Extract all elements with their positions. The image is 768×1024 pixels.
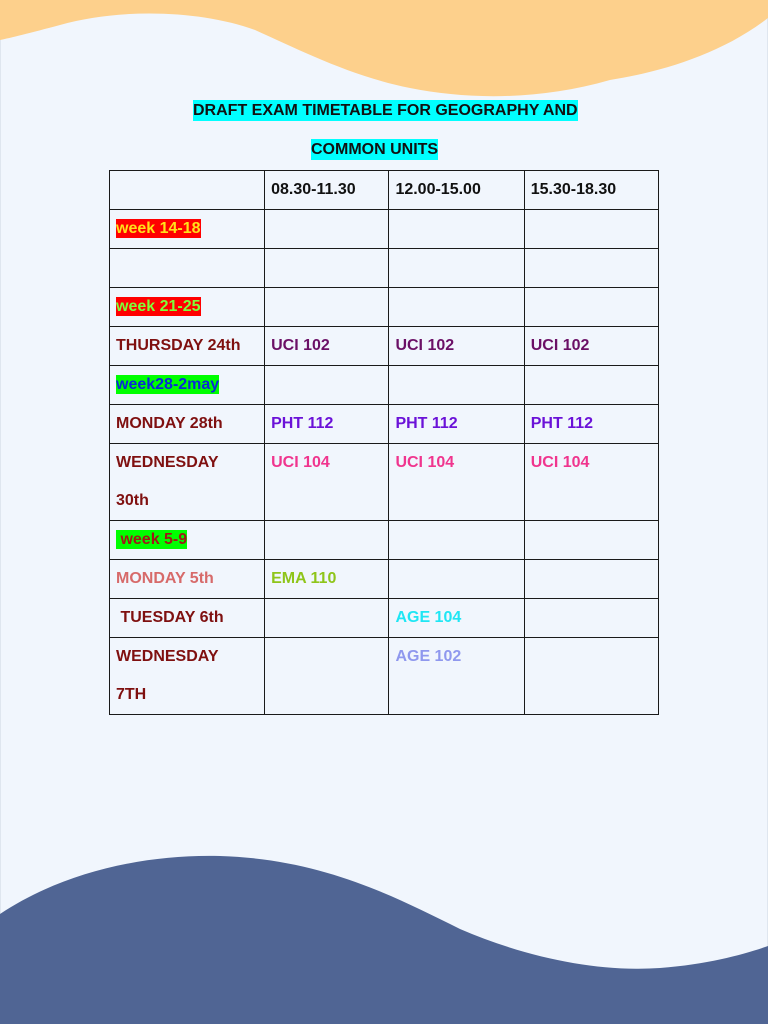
slot-cell (524, 288, 658, 327)
week-label: week28-2may (116, 376, 220, 393)
day-cell (110, 638, 265, 715)
header-cell-slot-3: 15.30-18.30 (524, 171, 658, 210)
day-cell (110, 521, 265, 560)
slot-cell (265, 638, 389, 715)
exam-cell: PHT 112 (389, 405, 524, 444)
slot-cell (265, 288, 389, 327)
top-wave-shape (0, 0, 768, 96)
slot-cell (389, 249, 524, 288)
bottom-wave-decoration (0, 854, 768, 1024)
day-cell (110, 249, 265, 288)
slot-cell (389, 560, 524, 599)
exam-cell: AGE 102 (389, 638, 524, 715)
day-cell (110, 366, 265, 405)
table-row (110, 210, 659, 249)
table-row (110, 405, 659, 444)
slot-cell (265, 521, 389, 560)
exam-cell: UCI 104 (389, 444, 524, 521)
slot-cell (265, 249, 389, 288)
slot-cell (524, 210, 658, 249)
title-line-1-text: DRAFT EXAM TIMETABLE FOR GEOGRAPHY AND (193, 102, 578, 119)
table-row (110, 521, 659, 560)
day-cell: TUESDAY 6th (110, 599, 265, 638)
day-label: WEDNESDAY 7TH (116, 648, 219, 703)
day-label: WEDNESDAY 30th (116, 454, 219, 509)
slot-cell (389, 521, 524, 560)
title-line-2 (311, 141, 438, 159)
table-row (110, 444, 659, 521)
exam-cell: AGE 104 (389, 599, 524, 638)
slot-cell (524, 638, 658, 715)
table-header-row (110, 171, 659, 210)
slot-cell (265, 210, 389, 249)
exam-cell: PHT 112 (265, 405, 389, 444)
bottom-wave-shape (0, 856, 768, 1024)
table-row (110, 327, 659, 366)
header-cell-day (110, 171, 265, 210)
day-cell: MONDAY 28th (110, 405, 265, 444)
exam-cell: UCI 102 (265, 327, 389, 366)
slot-cell (524, 599, 658, 638)
exam-cell: UCI 102 (389, 327, 524, 366)
slot-cell (265, 599, 389, 638)
header-cell-slot-1: 08.30-11.30 (265, 171, 389, 210)
slot-cell (389, 288, 524, 327)
day-cell (110, 288, 265, 327)
day-cell: THURSDAY 24th (110, 327, 265, 366)
slot-cell (389, 210, 524, 249)
top-wave-decoration (0, 0, 768, 110)
slot-cell (524, 521, 658, 560)
day-cell (110, 210, 265, 249)
table-row (110, 560, 659, 599)
week-label: week 14-18 (116, 220, 201, 237)
table-row (110, 249, 659, 288)
title-line-1 (193, 102, 578, 120)
table-row (110, 366, 659, 405)
title-line-2-text: COMMON UNITS (311, 141, 439, 158)
exam-timetable (109, 170, 659, 715)
header-cell-slot-2: 12.00-15.00 (389, 171, 524, 210)
day-cell: MONDAY 5th (110, 560, 265, 599)
slot-cell (389, 366, 524, 405)
exam-cell: UCI 102 (524, 327, 658, 366)
day-cell (110, 444, 265, 521)
week-label: week 21-25 (116, 298, 201, 315)
table-row (110, 638, 659, 715)
exam-cell: EMA 110 (265, 560, 389, 599)
table-row (110, 599, 659, 638)
slot-cell (524, 560, 658, 599)
exam-cell: UCI 104 (265, 444, 389, 521)
slot-cell (524, 366, 658, 405)
slot-cell (265, 366, 389, 405)
exam-cell: PHT 112 (524, 405, 658, 444)
week-label: week 5-9 (116, 531, 188, 548)
exam-cell: UCI 104 (524, 444, 658, 521)
table-row (110, 288, 659, 327)
slot-cell (524, 249, 658, 288)
